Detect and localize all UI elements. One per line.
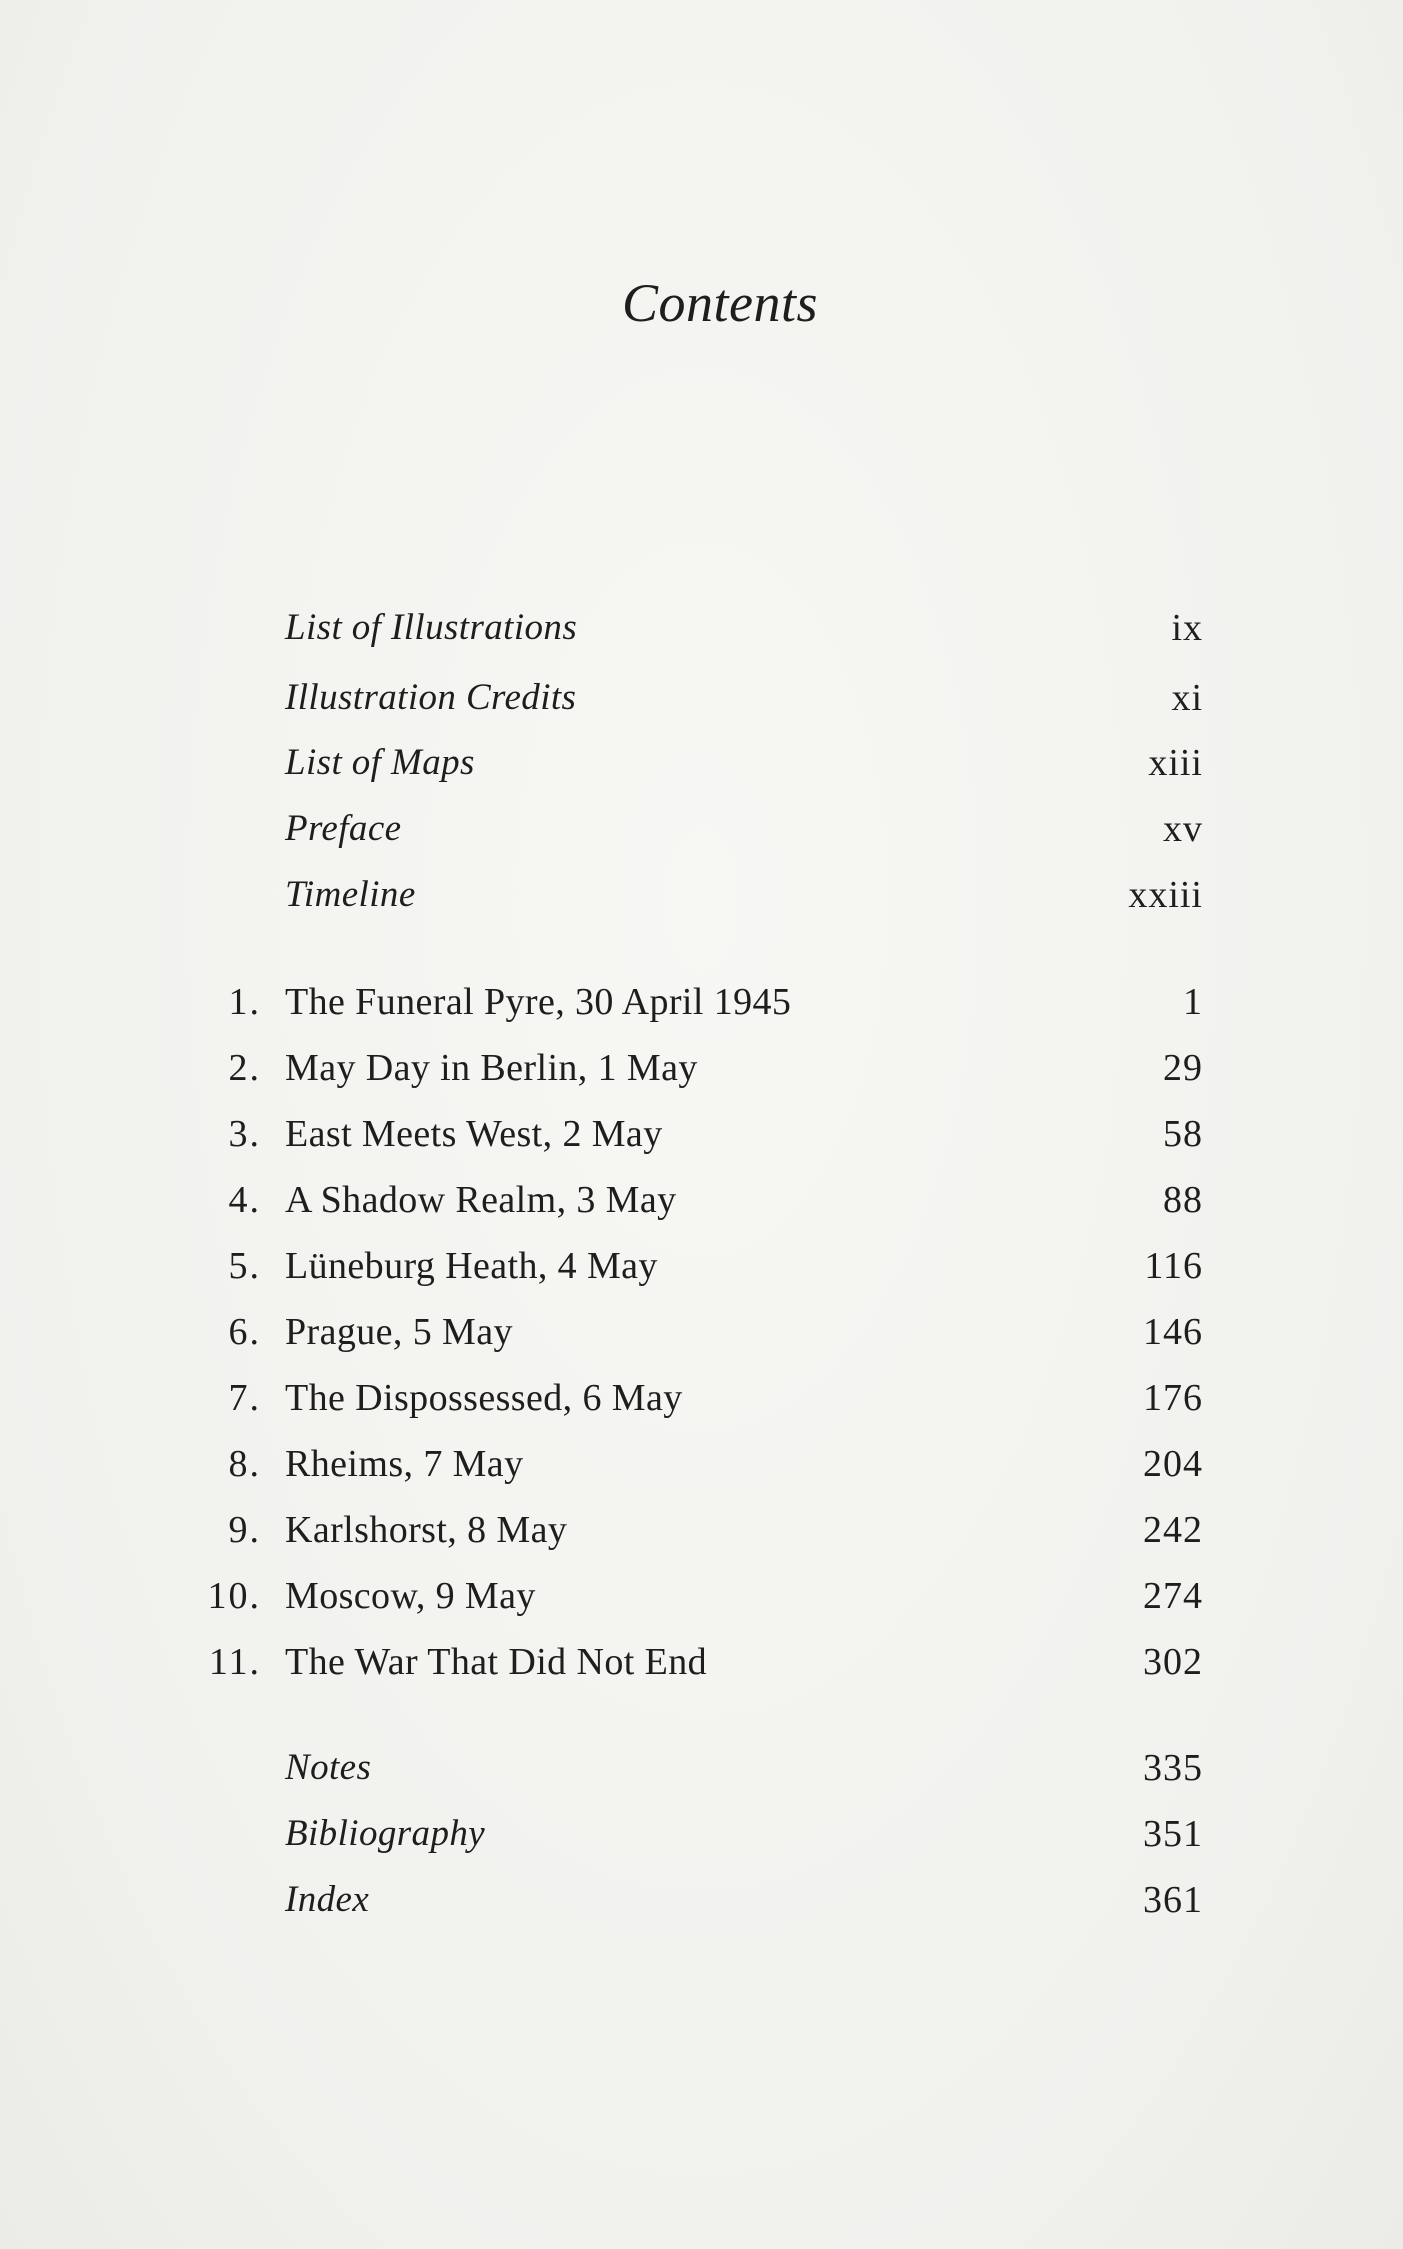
toc-entry-chapter [0,1370,1403,1426]
toc-entry-page: xiii [1148,742,1203,784]
toc-entry-chapter [0,1436,1403,1492]
toc-entry-label: Bibliography [285,1813,486,1854]
chapter-number: 6. [228,1311,261,1353]
toc-entry-front-matter [0,670,1403,726]
chapter-number: 7. [228,1377,261,1419]
chapter-page: 29 [1163,1047,1203,1089]
chapter-number: 3. [228,1113,261,1155]
toc-entry-back-matter [0,1872,1403,1928]
toc-entry-label: Illustration Credits [285,677,577,718]
toc-entry-front-matter [0,600,1403,656]
chapter-page: 146 [1143,1311,1203,1353]
chapter-page: 116 [1144,1245,1203,1287]
chapter-page: 58 [1163,1113,1203,1155]
chapter-number: 5. [228,1245,261,1287]
toc-entry-chapter [0,974,1403,1030]
chapter-number: 2. [228,1047,261,1089]
toc-entry-chapter [0,1304,1403,1360]
chapter-number: 11. [208,1641,261,1683]
chapter-number: 1. [228,981,261,1023]
chapter-page: 1 [1183,981,1203,1023]
toc-entry-front-matter [0,735,1403,791]
toc-entry-page: xxiii [1128,874,1203,916]
toc-entry-label: Index [285,1879,370,1920]
toc-entry-page: xi [1171,677,1203,719]
chapter-title: East Meets West, 2 May [285,1113,663,1155]
toc-entry-front-matter [0,867,1403,923]
chapter-title: Lüneburg Heath, 4 May [285,1245,658,1287]
toc-entry-chapter [0,1502,1403,1558]
toc-entry-chapter [0,1106,1403,1162]
toc-entry-page: 335 [1143,1747,1203,1789]
toc-entry-chapter [0,1634,1403,1690]
chapter-page: 204 [1143,1443,1203,1485]
toc-entry-back-matter [0,1806,1403,1862]
chapter-title: The Funeral Pyre, 30 April 1945 [285,981,792,1023]
toc-entry-label: Notes [285,1747,372,1788]
chapter-number: 4. [228,1179,261,1221]
toc-entry-back-matter [0,1740,1403,1796]
toc-entry-page: 361 [1143,1879,1203,1921]
chapter-number: 8. [228,1443,261,1485]
toc-entry-chapter [0,1568,1403,1624]
toc-entry-label: List of Maps [285,742,475,783]
chapter-title: The War That Did Not End [285,1641,707,1683]
toc-entry-page: ix [1171,607,1203,649]
chapter-title: Karlshorst, 8 May [285,1509,568,1551]
chapter-title: May Day in Berlin, 1 May [285,1047,698,1089]
chapter-page: 176 [1143,1377,1203,1419]
page-title: Contents [621,273,818,333]
chapter-number: 10. [207,1575,261,1617]
toc-entry-chapter [0,1238,1403,1294]
chapter-title: Rheims, 7 May [285,1443,524,1485]
chapter-page: 274 [1143,1575,1203,1617]
chapter-page: 302 [1143,1641,1203,1683]
toc-entry-label: List of Illustrations [285,607,578,648]
chapter-title: The Dispossessed, 6 May [285,1377,683,1419]
chapter-title: Moscow, 9 May [285,1575,536,1617]
toc-entry-chapter [0,1172,1403,1228]
toc-entry-chapter [0,1040,1403,1096]
chapter-title: Prague, 5 May [285,1311,513,1353]
toc-entry-page: xv [1163,808,1203,850]
chapter-page: 242 [1143,1509,1203,1551]
chapter-title: A Shadow Realm, 3 May [285,1179,677,1221]
chapter-number: 9. [228,1509,261,1551]
toc-entry-front-matter [0,801,1403,857]
toc-entry-label: Timeline [285,874,416,915]
toc-entry-page: 351 [1143,1813,1203,1855]
chapter-page: 88 [1163,1179,1203,1221]
toc-entry-label: Preface [285,808,402,849]
